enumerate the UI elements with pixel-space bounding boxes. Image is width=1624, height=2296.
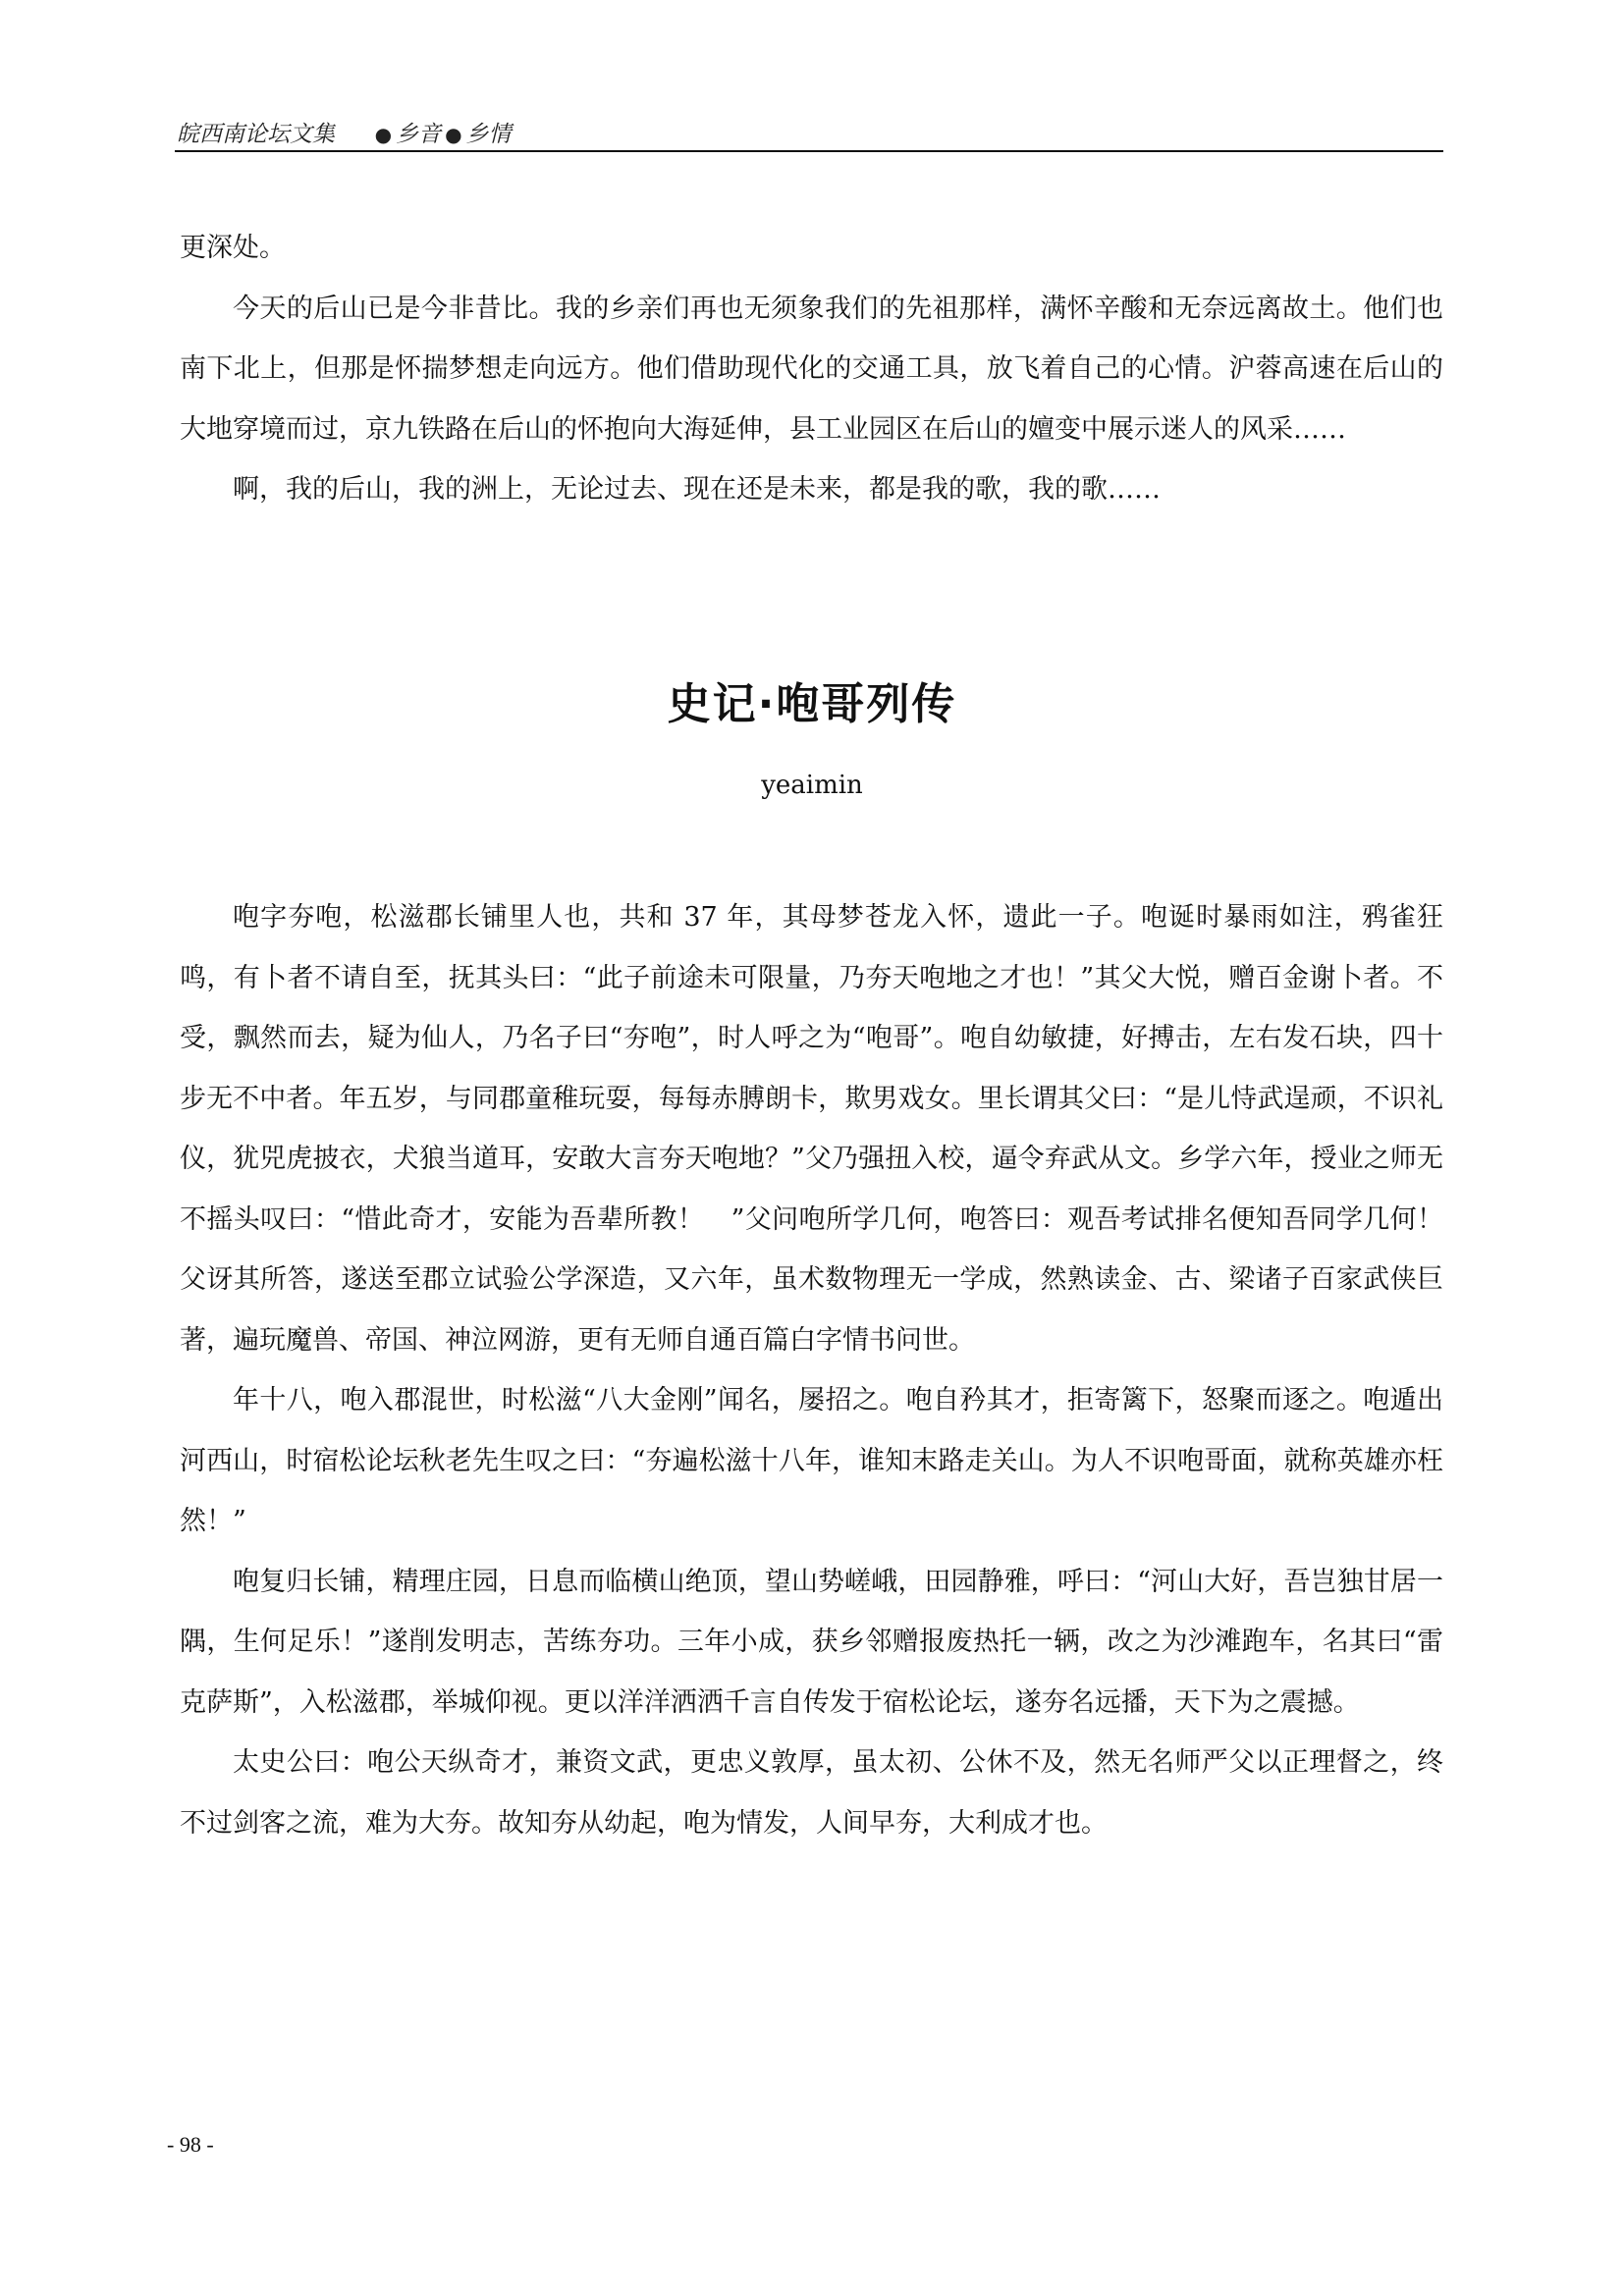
bullet-icon: ● [374, 123, 393, 146]
page-number: - 98 - [167, 2132, 214, 2157]
article-author: yeaimin [761, 771, 863, 800]
previous-article-ending [180, 218, 1443, 520]
bullet-icon: ● [445, 123, 462, 146]
paragraph: 太史公曰：咆公天纵奇才，兼资文武，更忠义敦厚，虽太初、公休不及，然无名师严父以正理督之，终不过剑客之流，难为大夯。故知夯从幼起，咆为情发，人间早夯，大利成才也。 [180, 1747, 1443, 1839]
paragraph: 咆复归长铺，精理庄园，日息而临横山绝顶，望山势嵯峨，田园静雅，呼曰：“河山大好，吾岂独甘居一隅，生何足乐！”遂削发明志，苦练夯功。三年小成，获乡邻赠报废热托一辆，改之为沙滩跑车，名其曰“雷克萨斯”，入松滋郡，举城仰视。更以洋洋洒洒千言自传发于宿松论坛，遂夯名远播，天下为之震撼。 [180, 1566, 1443, 1718]
paragraph: 今天的后山已是今非昔比。我的乡亲们再也无须象我们的先祖那样，满怀辛酸和无奈远离故土。他们也南下北上，但那是怀揣梦想走向远方。他们借助现代化的交通工具，放飞着自己的心情。沪蓉高速在后山的大地穿境而过，京九铁路在后山的怀抱向大海延伸，县工业园区在后山的嬗变中展示迷人的风采…… [180, 293, 1443, 445]
header-divider [175, 150, 1443, 152]
paragraph: 年十八，咆入郡混世，时松滋“八大金刚”闻名，屡招之。咆自矜其才，拒寄篱下，怒聚而逐之。咆遁出河西山，时宿松论坛秋老先生叹之曰：“夯遍松滋十八年，谁知末路走关山。为人不识咆哥面，就称英雄亦枉然！” [180, 1385, 1443, 1536]
article-body [180, 887, 1470, 1853]
paragraph: 更深处。 [180, 233, 286, 263]
book-title: 皖西南论坛文集 [177, 122, 335, 147]
section-label-2: 乡情 [465, 122, 512, 147]
section-label-1: 乡音 [396, 122, 442, 147]
paragraph: 啊，我的后山，我的洲上，无论过去、现在还是未来，都是我的歌，我的歌…… [233, 474, 1161, 505]
running-header [177, 116, 1443, 153]
article-title: 史记·咆哥列传 [667, 679, 957, 729]
paragraph: 咆字夯咆，松滋郡长铺里人也，共和 37 年，其母梦苍龙入怀，遗此一子。咆诞时暴雨如注，鸦雀狂鸣，有卜者不请自至，抚其头曰：“此子前途未可限量，乃夯天咆地之才也！”其父大悦，赠百金谢卜者。不受，飘然而去，疑为仙人，乃名子曰“夯咆”，时人呼之为“咆哥”。咆自幼敏捷，好搏击，左右发石块，四十步无不中者。年五岁，与同郡童稚玩耍，每每赤膊朗卡，欺男戏女。里长谓其父曰：“是儿恃武逞顽，不识礼仪，犹兕虎披衣，犬狼当道耳，安敢大言夯天咆地？”父乃强扭入校，逼令弃武从文。乡学六年，授业之师无不摇头叹曰：“惜此奇才，安能为吾辈所教！ ”父问咆所学几何，咆答曰：观吾考试排名便知吾同学几何！ 父讶其所答，遂送至郡立试验公学深造，又六年，虽术数物理无一学成，然熟读金、古、梁诸子百家武侠巨著，遍玩魔兽、帝国、神泣网游，更有无师自通百篇白字情书问世。 [180, 902, 1470, 1356]
